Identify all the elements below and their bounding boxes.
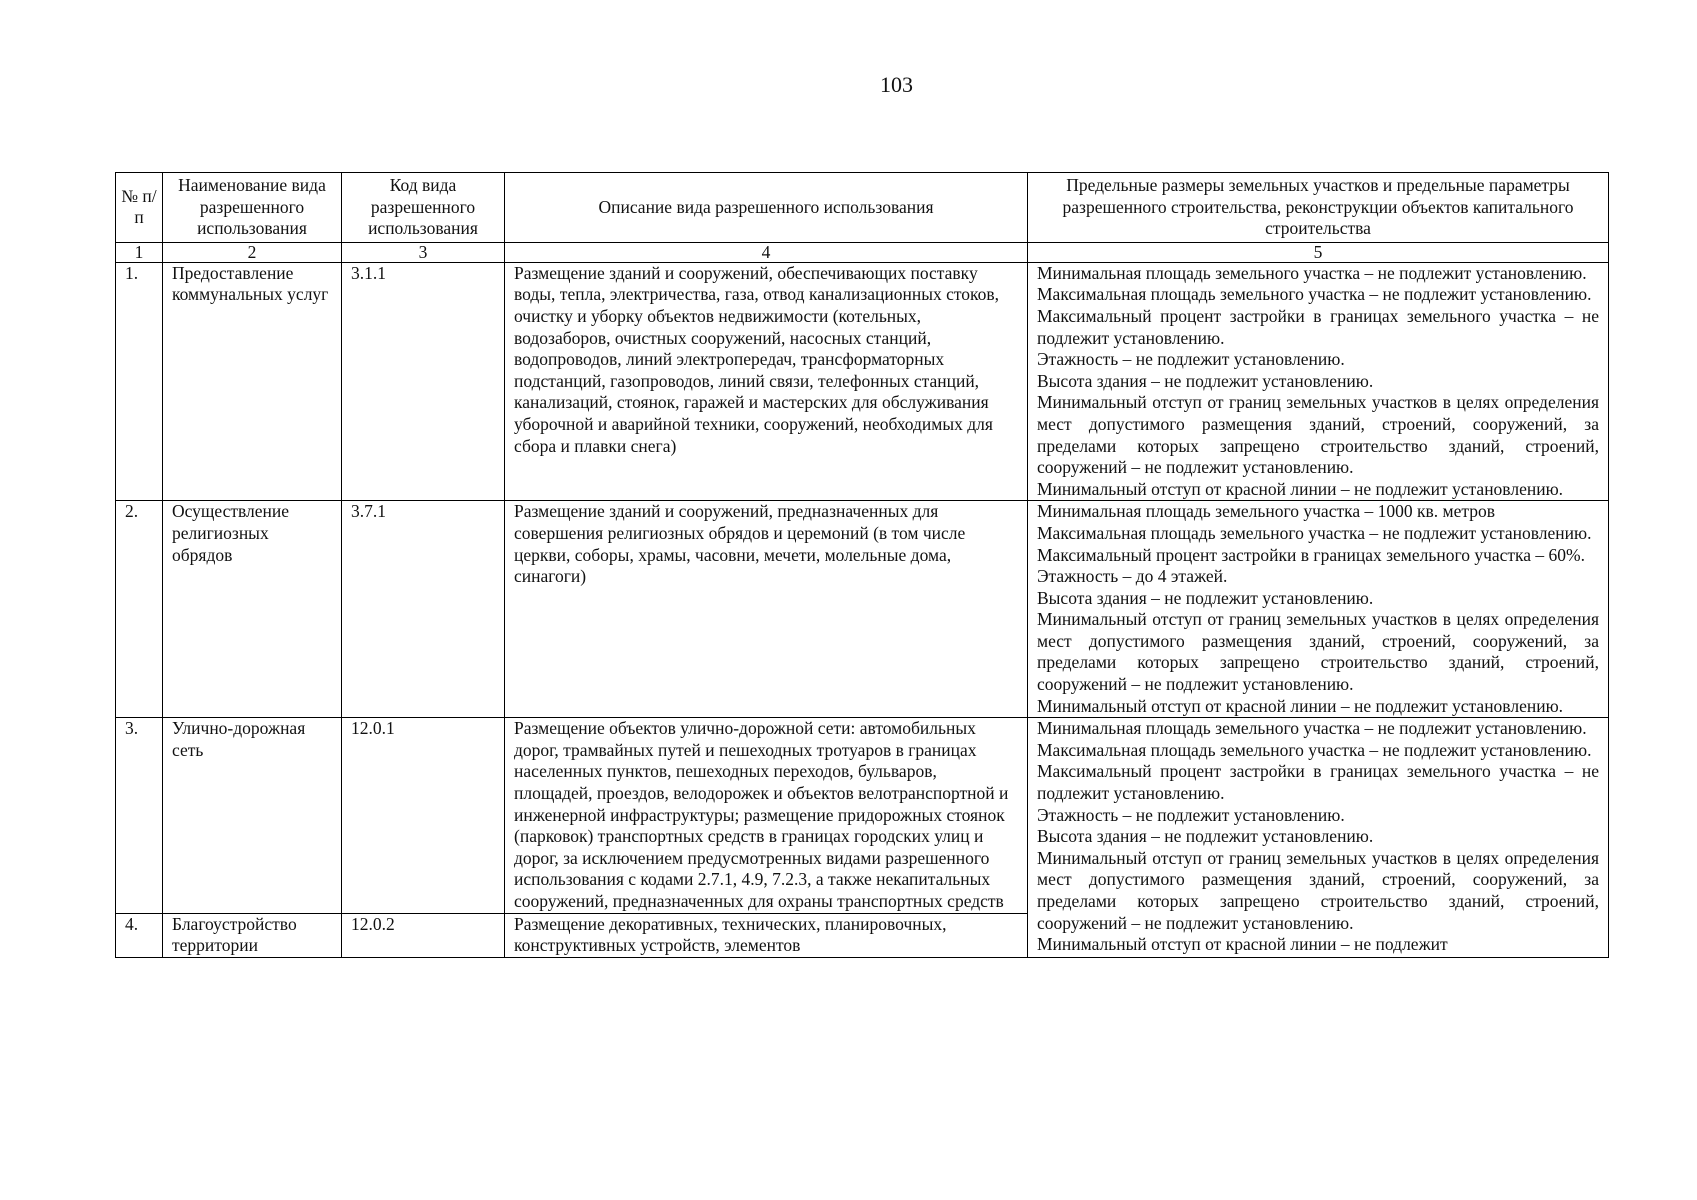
use-name: Осуществление религиозных обрядов [163,501,342,718]
column-number: 2 [163,242,342,262]
limit-item: Максимальный процент застройки в границах земельного участка – не подлежит установлению. [1037,761,1599,804]
header-num: № п/п [116,173,163,243]
header-description: Описание вида разрешенного использования [505,173,1028,243]
column-number: 3 [342,242,505,262]
table-row [116,501,1609,718]
table-row [116,718,1609,913]
use-description: Размещение декоративных, технических, планировочных, конструктивных устройств, элементов [505,913,1028,957]
use-name: Предоставление коммунальных услуг [163,262,342,501]
use-limits [1028,718,1609,958]
use-code: 3.1.1 [342,262,505,501]
land-use-table [115,172,1609,958]
table-row [116,262,1609,501]
limit-item: Высота здания – не подлежит установлению. [1037,826,1374,847]
header-code: Код вида разрешенного использования [342,173,505,243]
limit-item: Минимальный отступ от границ земельных участков в целях определения мест допустимого размещения зданий, строений, сооружений, за пределами которых запрещено строительство зданий, строений, сооружений – не подлежит установлению. [1037,847,1599,933]
use-description: Размещение зданий и сооружений, обеспечивающих поставку воды, тепла, электричества, газа, отвод канализационных стоков, очистку и уборку объектов недвижимости (котельных, водозаборов, очистных сооружений, насосных станций, водопроводов, линий электропередач, трансформаторных подстанций, газопроводов, линий связи, телефонных станций, канализаций, стоянок, гаражей и мастерских для обслуживания уборочной и аварийной техники, сооружений, необходимых для сбора и плавки снега) [505,262,1028,501]
use-name: Улично-дорожная сеть [163,718,342,913]
use-code: 12.0.2 [342,913,505,957]
limit-item: Минимальный отступ от красной линии – не подлежит установлению. [1037,478,1564,499]
limit-item: Максимальный процент застройки в границах земельного участка – не подлежит установлению. [1037,305,1599,348]
row-number: 1. [116,262,163,501]
header-limits: Предельные размеры земельных участков и предельные параметры разрешенного строительства, реконструкции объектов капитального строительства [1028,173,1609,243]
limit-item: Минимальный отступ от границ земельных участков в целях определения мест допустимого размещения зданий, строений, сооружений, за пределами которых запрещено строительство зданий, строений, сооружений – не подлежит установлению. [1037,609,1599,695]
limit-item: Минимальная площадь земельного участка – 1000 кв. метров [1037,501,1495,522]
use-description: Размещение объектов улично-дорожной сети: автомобильных дорог, трамвайных путей и пешеходных тротуаров в границах населенных пунктов, пешеходных переходов, бульваров, площадей, проездов, велодорожек и объектов велотранспортной и инженерной инфраструктуры; размещение придорожных стоянок (парковок) транспортных средств в границах городских улиц и дорог, за исключением предусмотренных видами разрешенного использования с кодами 2.7.1, 4.9, 7.2.3, а также некапитальных сооружений, предназначенных для охраны транспортных средств [505,718,1028,913]
limit-item: Максимальная площадь земельного участка – не подлежит установлению. [1037,284,1592,305]
use-description: Размещение зданий и сооружений, предназначенных для совершения религиозных обрядов и церемоний (в том числе церкви, соборы, храмы, часовни, мечети, молельные дома, синагоги) [505,501,1028,718]
limit-item: Минимальная площадь земельного участка – не подлежит установлению. [1037,718,1587,739]
limit-item: Максимальная площадь земельного участка – не подлежит установлению. [1037,739,1592,760]
column-number: 1 [116,242,163,262]
limit-item: Максимальный процент застройки в границах земельного участка – 60%. [1037,544,1586,565]
header-name: Наименование вида разрешенного использования [163,173,342,243]
limit-item: Минимальный отступ от красной линии – не подлежит [1037,934,1448,955]
limit-item: Минимальный отступ от красной линии – не подлежит установлению. [1037,695,1564,716]
limit-item: Этажность – не подлежит установлению. [1037,804,1345,825]
use-code: 3.7.1 [342,501,505,718]
row-number: 2. [116,501,163,718]
row-number: 4. [116,913,163,957]
limit-item: Минимальный отступ от границ земельных участков в целях определения мест допустимого размещения зданий, строений, сооружений, за пределами которых запрещено строительство зданий, строений, сооружений – не подлежит установлению. [1037,392,1599,478]
page-number: 103 [880,72,913,97]
limit-item: Этажность – не подлежит установлению. [1037,349,1345,370]
row-number: 3. [116,718,163,913]
limit-item: Высота здания – не подлежит установлению. [1037,370,1374,391]
use-code: 12.0.1 [342,718,505,913]
column-number: 5 [1028,242,1609,262]
limit-item: Максимальная площадь земельного участка – не подлежит установлению. [1037,522,1592,543]
limit-item: Высота здания – не подлежит установлению. [1037,587,1374,608]
column-number: 4 [505,242,1028,262]
limit-item: Этажность – до 4 этажей. [1037,566,1228,587]
use-name: Благоустройство территории [163,913,342,957]
table-header-row [116,173,1609,243]
limit-item: Минимальная площадь земельного участка – не подлежит установлению. [1037,262,1587,283]
column-number-row [116,242,1609,262]
use-limits [1028,262,1609,501]
use-limits [1028,501,1609,718]
